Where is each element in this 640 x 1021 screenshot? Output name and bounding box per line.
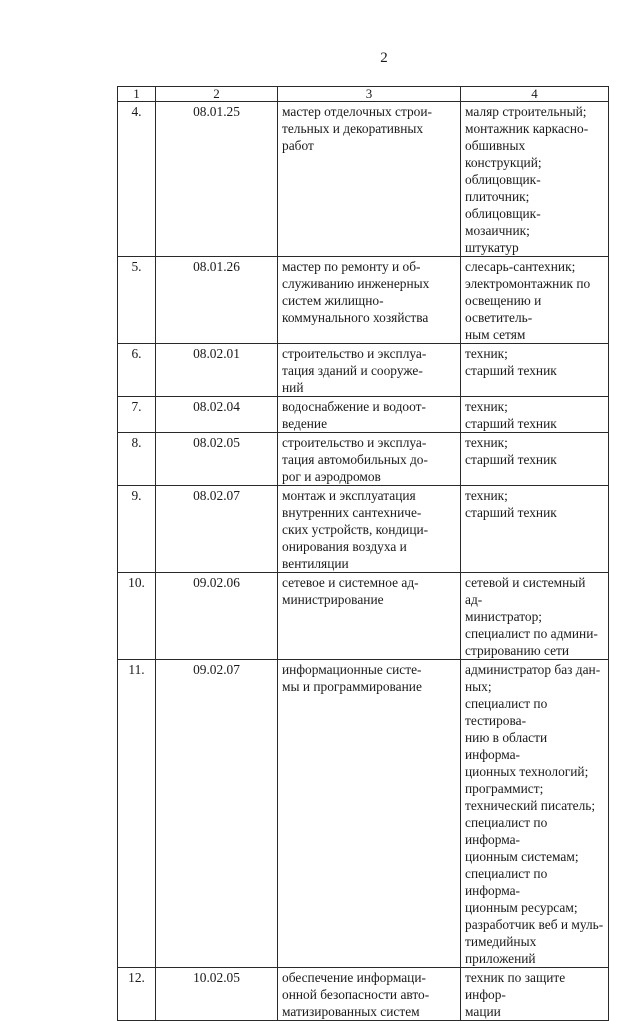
row-number: 10. bbox=[118, 573, 156, 660]
specialty-name: строительство и эксплуа- тация зданий и сооруже- ний bbox=[278, 344, 461, 397]
specialty-name: строительство и эксплуа- тация автомобильных до- рог и аэродромов bbox=[278, 433, 461, 486]
table-row bbox=[118, 968, 609, 1021]
specialty-code: 08.02.01 bbox=[156, 344, 278, 397]
row-number: 9. bbox=[118, 486, 156, 573]
specialty-code: 09.02.07 bbox=[156, 660, 278, 968]
table-row bbox=[118, 660, 609, 968]
qualifications: слесарь-сантехник; электромонтажник по освещению и осветитель- ным сетям bbox=[461, 257, 609, 344]
page-number: 2 bbox=[380, 50, 388, 66]
header-col-1: 1 bbox=[118, 87, 156, 102]
specialty-name: мастер по ремонту и об- служиванию инженерных систем жилищно- коммунального хозяйства bbox=[278, 257, 461, 344]
qualifications: техник по защите инфор- мации bbox=[461, 968, 609, 1021]
qualifications: администратор баз дан- ных; специалист по тестирова- нию в области информа- ционных технологий; программист; технический писатель; специалист по информа- ционным системам; специалист по информа- ционным ресурсам; разработчик веб и муль- тимедийных приложений bbox=[461, 660, 609, 968]
qualifications: техник; старший техник bbox=[461, 433, 609, 486]
specialty-name: информационные систе- мы и программирование bbox=[278, 660, 461, 968]
table-row bbox=[118, 102, 609, 257]
row-number: 6. bbox=[118, 344, 156, 397]
qualifications: сетевой и системный ад- министратор; специалист по админи- стрированию сети bbox=[461, 573, 609, 660]
table-row bbox=[118, 344, 609, 397]
header-col-2: 2 bbox=[156, 87, 278, 102]
specialty-code: 08.02.05 bbox=[156, 433, 278, 486]
specialty-code: 08.01.26 bbox=[156, 257, 278, 344]
qualifications: техник; старший техник bbox=[461, 397, 609, 433]
qualifications: техник; старший техник bbox=[461, 486, 609, 573]
specialty-code: 08.01.25 bbox=[156, 102, 278, 257]
specialty-name: сетевое и системное ад- министрирование bbox=[278, 573, 461, 660]
specialty-code: 10.02.05 bbox=[156, 968, 278, 1021]
table-row bbox=[118, 433, 609, 486]
row-number: 12. bbox=[118, 968, 156, 1021]
table-row bbox=[118, 257, 609, 344]
row-number: 8. bbox=[118, 433, 156, 486]
qualifications: маляр строительный; монтажник каркасно- обшивных конструкций; облицовщик-плиточник; облицовщик-мозаичник; штукатур bbox=[461, 102, 609, 257]
header-col-3: 3 bbox=[278, 87, 461, 102]
table-header-row bbox=[118, 87, 609, 102]
table-row bbox=[118, 397, 609, 433]
row-number: 4. bbox=[118, 102, 156, 257]
row-number: 11. bbox=[118, 660, 156, 968]
specialty-code: 09.02.06 bbox=[156, 573, 278, 660]
specialty-code: 08.02.07 bbox=[156, 486, 278, 573]
table-row bbox=[118, 573, 609, 660]
specialty-name: обеспечение информаци- онной безопасности авто- матизированных систем bbox=[278, 968, 461, 1021]
specialties-table bbox=[117, 86, 609, 1021]
table-row bbox=[118, 486, 609, 573]
specialty-name: монтаж и эксплуатация внутренних сантехниче- ских устройств, кондици- онирования воздуха и вентиляции bbox=[278, 486, 461, 573]
row-number: 7. bbox=[118, 397, 156, 433]
specialty-code: 08.02.04 bbox=[156, 397, 278, 433]
specialty-name: водоснабжение и водоот- ведение bbox=[278, 397, 461, 433]
header-col-4: 4 bbox=[461, 87, 609, 102]
qualifications: техник; старший техник bbox=[461, 344, 609, 397]
row-number: 5. bbox=[118, 257, 156, 344]
specialty-name: мастер отделочных строи- тельных и декоративных работ bbox=[278, 102, 461, 257]
